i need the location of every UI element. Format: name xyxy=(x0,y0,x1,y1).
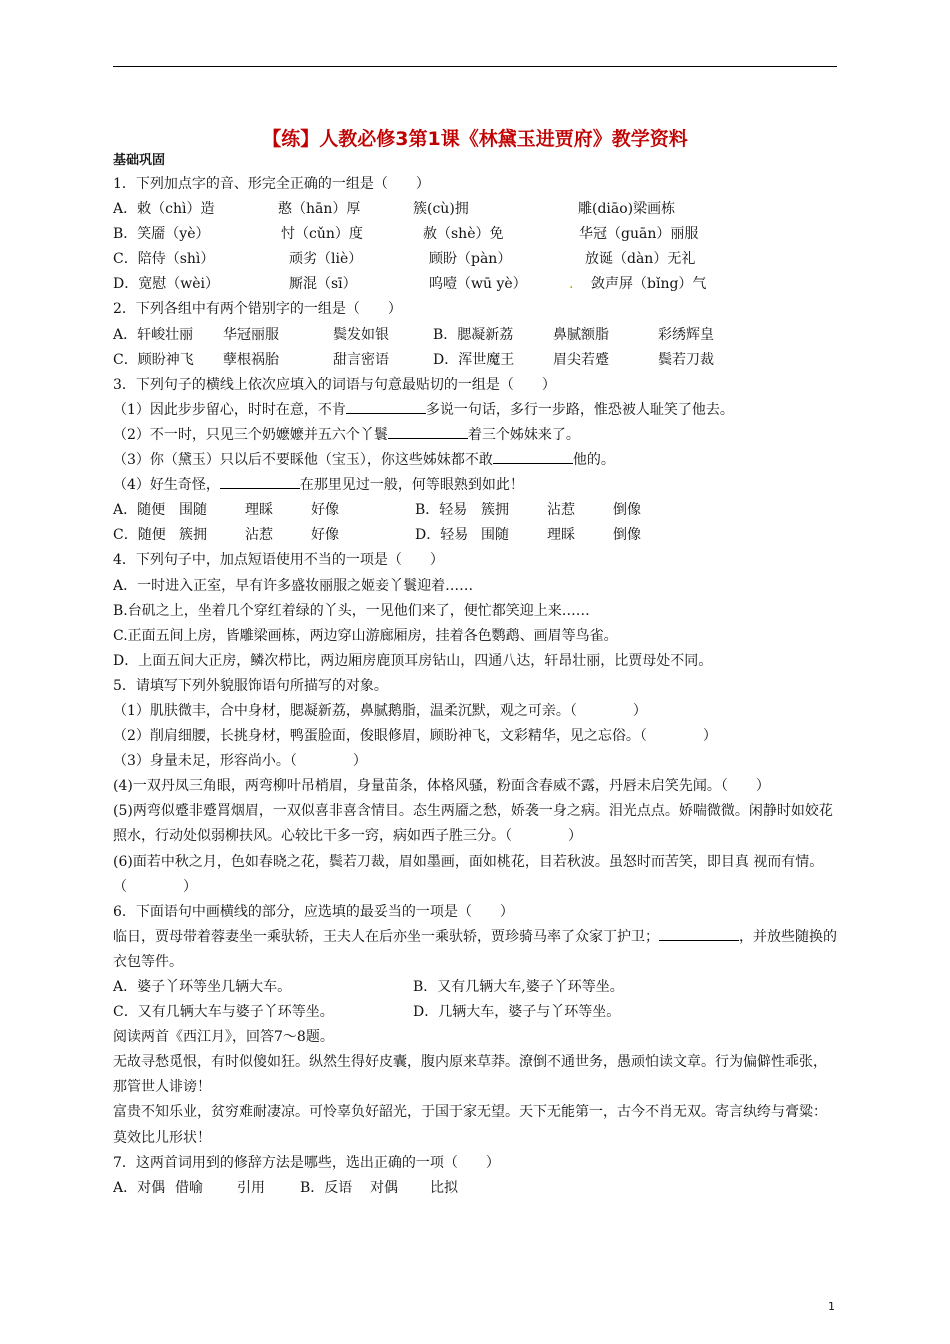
q3-sentence-1: （1）因此步步留心，时时在意，不肯 多说一句话，多行一步路，惟恐被人耻笑了他去。 xyxy=(113,398,839,423)
reading-intro: 阅读两首《西江月》，回答7～8题。 xyxy=(113,1029,334,1046)
q1-option-d: D．宽慰（wèi） 厮混（sī） 呜噎（wū yè） . 敛声屏（bǐng）气 xyxy=(113,272,839,297)
q4-option-b: B.台矶之上，坐着几个穿红着绿的丫头，一见他们来了，便忙都笑迎上来…… xyxy=(113,602,590,619)
page-title: 【练】人教必修3第1课《林黛玉进贾府》教学资料 xyxy=(262,128,688,150)
q4-option-c: C.正面五间上房，皆雕梁画栋，两边穿山游廊厢房，挂着各色鹦鹉、画眉等鸟雀。 xyxy=(113,627,618,644)
q6-stem: 6．下面语句中画横线的部分，应选填的最妥当的一项是（ ） xyxy=(113,903,514,920)
q2-options-cd: C．顾盼神飞 孽根祸胎 甜言密语 D．浑世魔王 眉尖若蹙 鬓若刀裁 xyxy=(113,351,714,368)
poem-1: 无故寻愁觅恨，有时似傻如狂。纵然生得好皮囊，腹内原来草莽。潦倒不通世务，愚顽怕读文章。行为偏僻性乖张，那管世人诽谤！ xyxy=(113,1054,827,1096)
q3-sentence-2: （2）不一时，只见三个奶嬷嬷并五六个丫鬟 着三个姊妹来了。 xyxy=(113,423,839,448)
q1-option-b: B．笑靥（yè） 忖（cǔn）度 赦（shè）免 华冠（guān）丽服 xyxy=(113,226,699,243)
q5-item-3: （3）身量未足，形容尚小。（ ） xyxy=(113,753,367,770)
fill-blank xyxy=(220,474,300,489)
document-body xyxy=(113,150,839,1201)
q7-stem: 7．这两首词用到的修辞方法是哪些，选出正确的一项（ ） xyxy=(113,1154,500,1171)
q5-item-4: (4)一双丹凤三角眼，两弯柳叶吊梢眉，身量苗条，体格风骚，粉面含春威不露，丹唇未启笑先闻。（ ） xyxy=(113,778,770,795)
q3-stem: 3．下列句子的横线上依次应填入的词语与句意最贴切的一组是（ ） xyxy=(113,376,556,393)
q5-item-6: (6)面若中秋之月，色如春晓之花，鬓若刀裁，眉如墨画，面如桃花，目若秋波。虽怒时而苦笑，即目真 视而有情。（ ） xyxy=(113,853,824,895)
q5-item-1: （1）肌肤微丰，合中身材，腮凝新荔，鼻腻鹅脂，温柔沉默，观之可亲。（ ） xyxy=(113,702,647,719)
q7-options-ab: A．对偶 借喻 引用 B．反语 对偶 比拟 xyxy=(113,1179,458,1196)
q6-options-cd: C．又有几辆大车与婆子丫环等坐。 D．几辆大车，婆子与丫环等坐。 xyxy=(113,1004,621,1021)
fill-blank xyxy=(346,399,426,414)
poem-2: 富贵不知乐业，贫穷难耐凄凉。可怜辜负好韶光，于国于家无望。天下无能第一，古今不肖无双。寄言纨绔与膏粱：莫效比儿形状！ xyxy=(113,1104,827,1146)
q2-stem: 2．下列各组中有两个错别字的一组是（ ） xyxy=(113,301,402,318)
emphasis-dot: . xyxy=(569,276,574,293)
fill-blank xyxy=(493,449,573,464)
page-number: 1 xyxy=(828,1300,835,1313)
fill-blank xyxy=(659,926,739,941)
q3-sentence-3: （3）你（黛玉）只以后不要睬他（宝玉），你这些姊妹都不敢 他的。 xyxy=(113,448,839,473)
section-heading: 基础巩固 xyxy=(113,153,166,168)
q4-option-a: A．一时进入正室，早有许多盛妆丽服之姬妾丫鬟迎着…… xyxy=(113,577,474,594)
q6-options-ab: A．婆子丫环等坐几辆大车。 B．又有几辆大车,婆子丫环等坐。 xyxy=(113,979,624,995)
q3-options-ab: A．随便 围随 理睬 好像 B．轻易 簇拥 沾惹 倒像 xyxy=(113,502,641,519)
q1-option-a: A．敕（chì）造 憨（hān）厚 簇(cù)拥 雕(diāo)梁画栋 xyxy=(113,201,676,218)
q1-stem: 1．下列加点字的音、形完全正确的一组是（ ） xyxy=(113,176,430,192)
q4-option-d: D．上面五间大正房，鳞次栉比，两边厢房鹿顶耳房钻山，四通八达，轩昂壮丽，比贾母处不同。 xyxy=(113,652,713,669)
q3-sentence-4: （4）好生奇怪， 在那里见过一般，何等眼熟到如此！ xyxy=(113,473,839,498)
q1-option-c: C．陪侍（shì） 顽劣（liè） 顾盼（pàn） 放诞（dàn）无礼 xyxy=(113,251,696,268)
header-rule xyxy=(113,66,837,67)
fill-blank xyxy=(388,424,468,439)
q2-options-ab: A．轩峻壮丽 华冠丽服 鬓发如银 B．腮凝新荔 鼻腻额脂 彩绣辉皇 xyxy=(113,326,714,343)
q3-options-cd: C．随便 簇拥 沾惹 好像 D．轻易 围随 理睬 倒像 xyxy=(113,527,641,544)
q5-stem: 5．请填写下列外貌服饰语句所描写的对象。 xyxy=(113,677,388,694)
q4-stem: 4．下列句子中，加点短语使用不当的一项是（ ） xyxy=(113,552,444,569)
q6-text: 临日，贾母带着蓉妻坐一乘驮轿，王夫人在后亦坐一乘驮轿，贾珍骑马率了众家丁护卫； ，并放些随换的衣包等件。 xyxy=(113,925,839,975)
q5-item-2: （2）削肩细腰，长挑身材，鸭蛋脸面，俊眼修眉，顾盼神飞，文彩精华，见之忘俗。（ ） xyxy=(113,728,717,745)
q5-item-5: (5)两弯似蹙非蹙罥烟眉，一双似喜非喜含情目。态生两靥之愁，娇袭一身之病。泪光点点。娇喘微微。闲静时如姣花照水，行动处似弱柳扶风。心较比干多一窍，病如西子胜三分。（ ） xyxy=(113,803,833,845)
